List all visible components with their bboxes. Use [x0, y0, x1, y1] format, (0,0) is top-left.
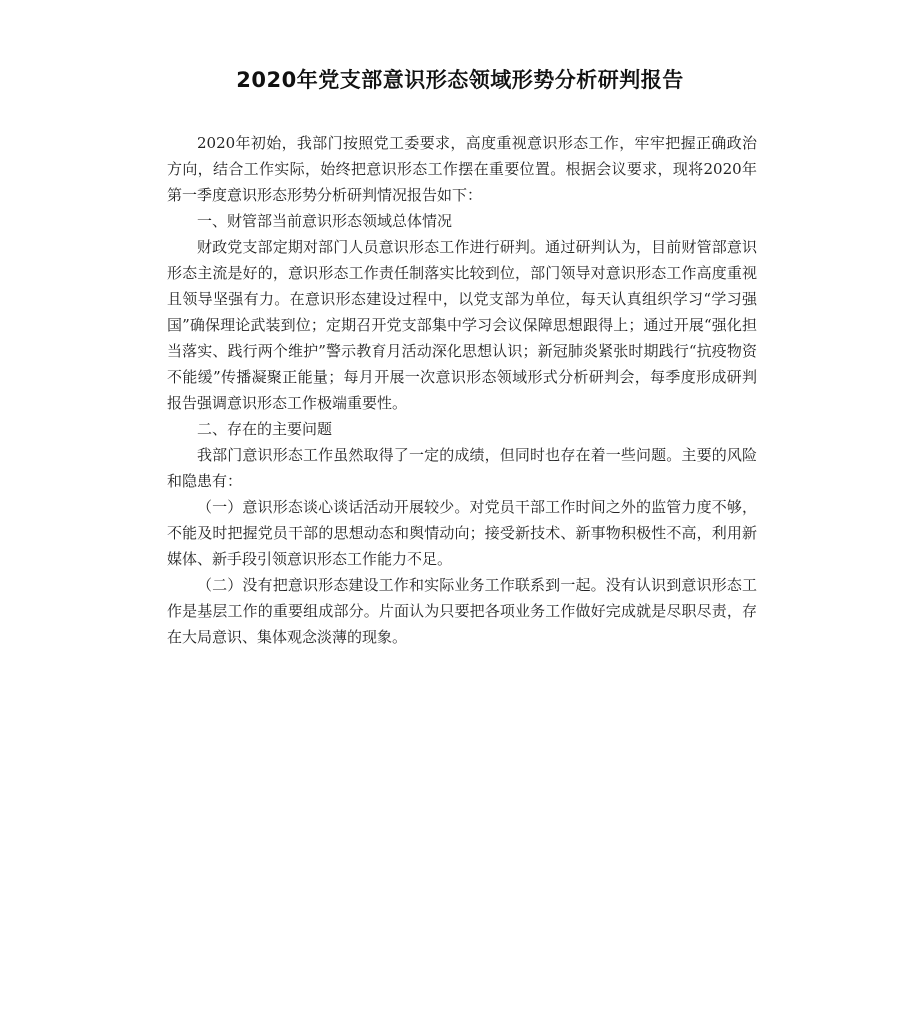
paragraph-problems-intro: 我部门意识形态工作虽然取得了一定的成绩，但同时也存在着一些问题。主要的风险和隐患有： [167, 446, 757, 490]
section-heading-2: 二、存在的主要问题 [197, 420, 333, 438]
paragraph-problem-1: （一）意识形态谈心谈话活动开展较少。对党员干部工作时间之外的监管力度不够，不能及时把握党员干部的思想动态和舆情动向；接受新技术、新事物积极性不高，利用新媒体、新手段引领意识形态工作能力不足。 [167, 498, 757, 568]
paragraph-situation: 财政党支部定期对部门人员意识形态工作进行研判。通过研判认为，目前财管部意识形态主流是好的，意识形态工作责任制落实比较到位，部门领导对意识形态工作高度重视且领导坚强有力。在意识形态建设过程中，以党支部为单位，每天认真组织学习“学习强国”确保理论武装到位；定期召开党支部集中学习会议保障思想跟得上；通过开展“强化担当落实、践行两个维护”警示教育月活动深化思想认识；新冠肺炎紧张时期践行“抗疫物资不能缓”传播凝聚正能量；每月开展一次意识形态领域形式分析研判会，每季度形成研判报告强调意识形态工作极端重要性。 [167, 238, 757, 412]
paragraph-intro: 2020年初始，我部门按照党工委要求，高度重视意识形态工作，牢牢把握正确政治方向，结合工作实际，始终把意识形态工作摆在重要位置。根据会议要求，现将2020年第一季度意识形态形势分析研判情况报告如下： [167, 134, 757, 204]
document-body [167, 130, 757, 650]
section-heading-1: 一、财管部当前意识形态领域总体情况 [197, 212, 453, 230]
document-title: 2020年党支部意识形态领域形势分析研判报告 [236, 68, 684, 92]
paragraph-problem-2: （二）没有把意识形态建设工作和实际业务工作联系到一起。没有认识到意识形态工作是基层工作的重要组成部分。片面认为只要把各项业务工作做好完成就是尽职尽责，存在大局意识、集体观念淡薄的现象。 [167, 576, 757, 646]
